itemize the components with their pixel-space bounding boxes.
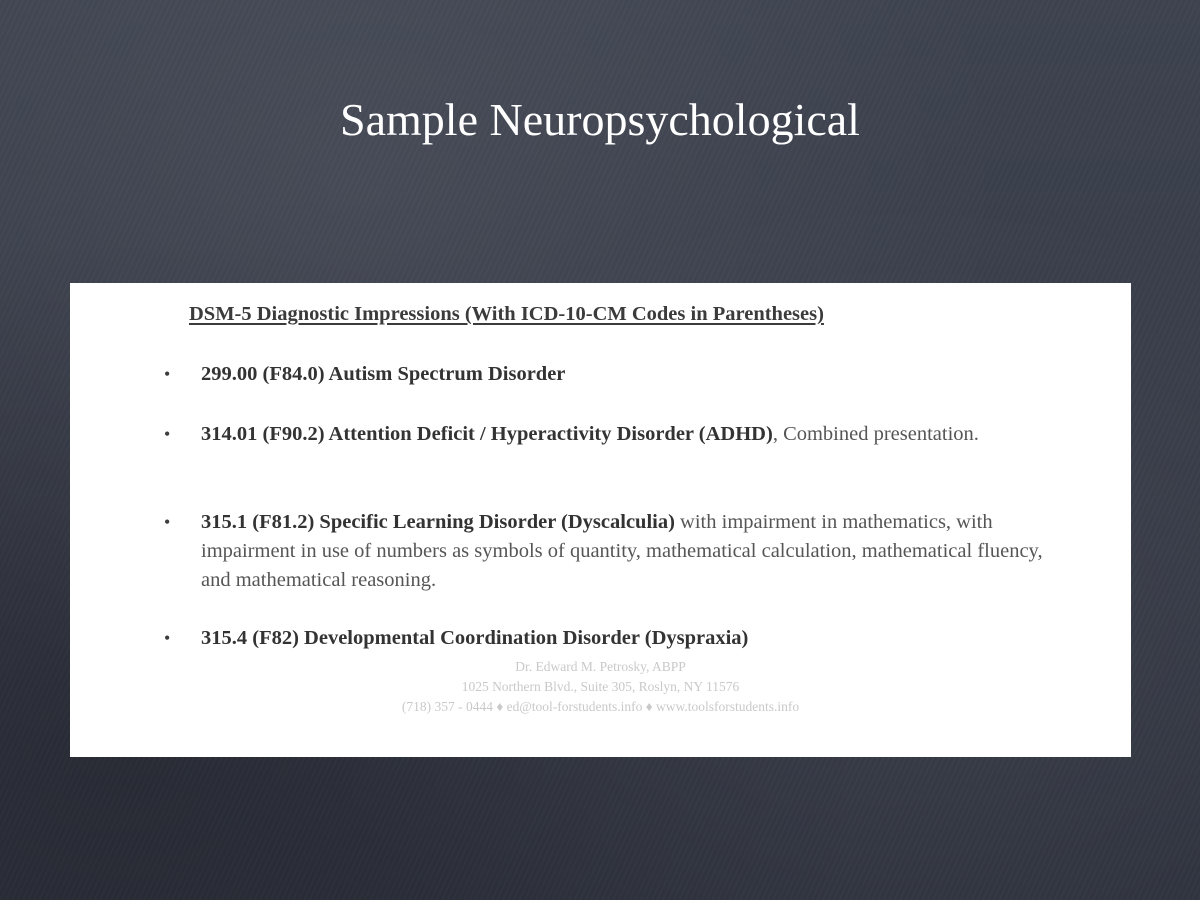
bullet-icon: • [164,424,171,444]
diagnosis-description: with impairment in mathematics, with impairment in use of numbers as symbols of quantity, mathematical calculation, mathematical fluency, and mathematical reasoning. [201,511,1043,591]
footer-name: Dr. Edward M. Petrosky, ABPP [515,659,686,674]
diagnosis-description: , Combined presentation. [772,423,979,445]
document-image [70,283,1131,757]
diagnosis-code: 314.01 (F90.2) Attention Deficit / Hyperactivity Disorder (ADHD) [201,423,773,445]
diagnosis-text [201,624,1064,653]
diagnosis-item [164,624,1064,653]
bullet-icon: • [164,512,171,532]
diagnosis-item [164,420,1064,449]
diagnosis-text [201,508,1064,595]
document-heading: DSM-5 Diagnostic Impressions (With ICD-10-CM Codes in Parentheses) [189,303,824,325]
bullet-icon: • [164,364,171,384]
diagnosis-text [201,420,1064,449]
footer-address: 1025 Northern Blvd., Suite 305, Roslyn, NY 11576 [461,679,740,694]
document-footer [70,657,1131,717]
diagnosis-text [201,360,1064,389]
diagnosis-item [164,508,1064,595]
footer-contact: (718) 357 - 0444 ♦ ed@tool-forstudents.info ♦ www.toolsforstudents.info [401,699,800,714]
bullet-icon: • [164,628,171,648]
slide-title: Sample Neuropsychological [340,94,860,145]
diagnosis-code: 299.00 (F84.0) Autism Spectrum Disorder [201,363,566,385]
diagnosis-code: 315.4 (F82) Developmental Coordination Disorder (Dyspraxia) [201,627,749,649]
diagnosis-code: 315.1 (F81.2) Specific Learning Disorder (Dyscalculia) [201,511,675,533]
diagnosis-item [164,360,1064,389]
